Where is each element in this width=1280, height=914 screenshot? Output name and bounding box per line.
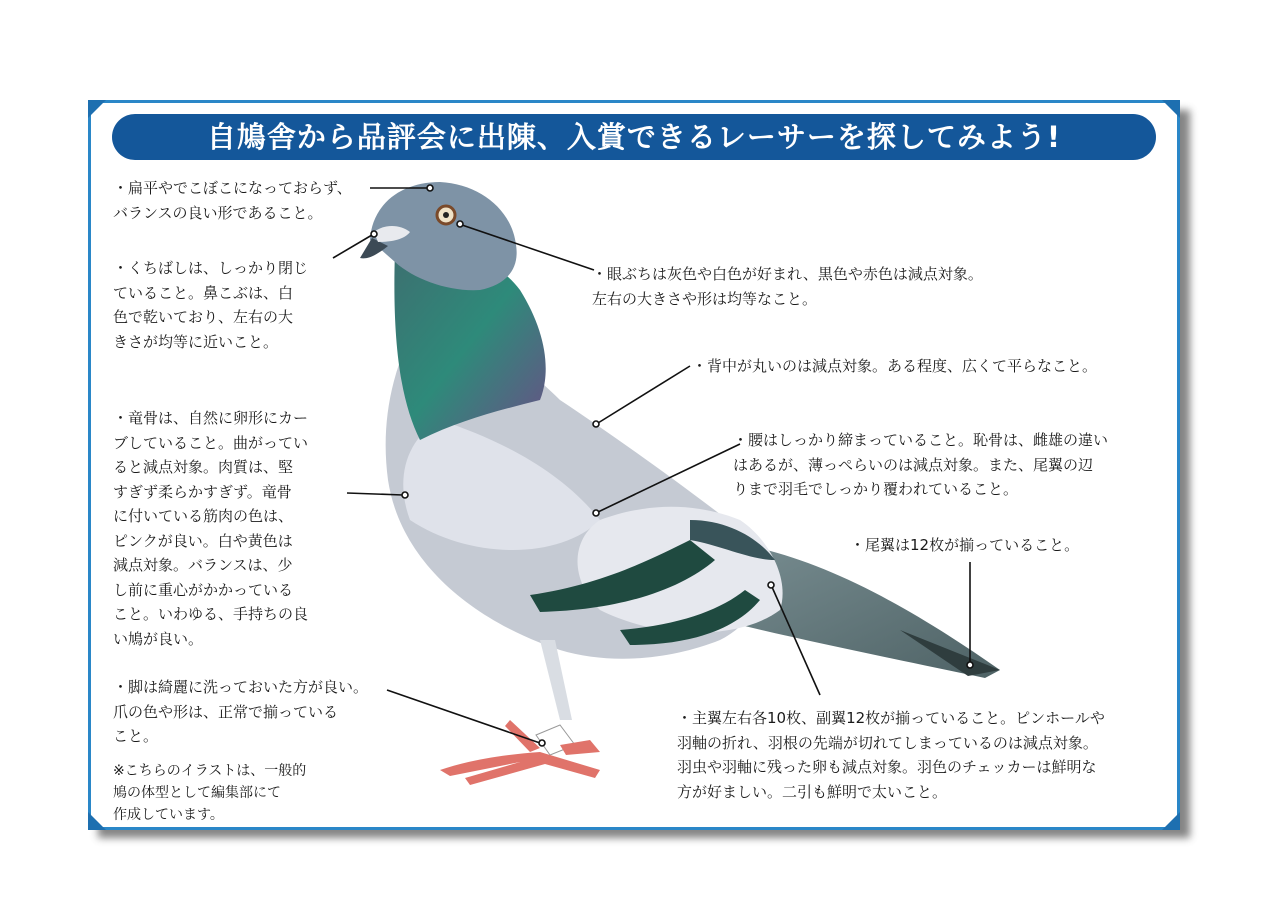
note-eye: ・眼ぶちは灰色や白色が好まれ、黒色や赤色は減点対象。 左右の大きさや形は均等なこと。 <box>592 265 983 308</box>
note-tail: ・尾翼は12枚が揃っていること。 <box>850 536 1080 554</box>
note-waist: ・腰はしっかり締まっていること。恥骨は、雌雄の違い はあるが、薄っぺらいのは減点対象。また、尾翼の辺 りまで羽毛でしっかり覆われていること。 <box>733 431 1109 498</box>
page-title: 自鳩舎から品評会に出陳、入賞できるレーサーを探してみよう! <box>112 114 1156 160</box>
note-head-shape: ・扁平やでこぼこになっておらず、 バランスの良い形であること。 <box>113 179 352 222</box>
note-feet: ・脚は綺麗に洗っておいた方が良い。 爪の色や形は、正常で揃っている こと。 <box>113 678 369 745</box>
note-keel: ・竜骨は、自然に卵形にカー ブしていること。曲がってい ると減点対象。肉質は、堅 すぎず柔らかすぎず。竜骨 に付いている筋肉の色は、 ピンクが良い。白や黄色は 減点対象。バランスは、少 し前に重心がかかっている こと。いわゆる、手持ちの良 い鳩が良い。 <box>113 409 309 648</box>
note-footnote: ※こちらのイラストは、一般的 鳩の体型として編集部にて 作成しています。 <box>113 763 307 823</box>
note-back: ・背中が丸いのは減点対象。ある程度、広くて平らなこと。 <box>692 357 1098 375</box>
note-wing: ・主翼左右各10枚、副翼12枚が揃っていること。ピンホールや 羽軸の折れ、羽根の先端が切れてしまっているのは減点対象。 羽虫や羽軸に残った卵も減点対象。羽色のチェッカーは鮮明な 方が好ましい。二引も鮮明で太いこと。 <box>677 709 1105 801</box>
note-beak: ・くちばしは、しっかり閉じ ていること。鼻こぶは、白 色で乾いており、左右の大 きさが均等に近いこと。 <box>113 259 309 351</box>
